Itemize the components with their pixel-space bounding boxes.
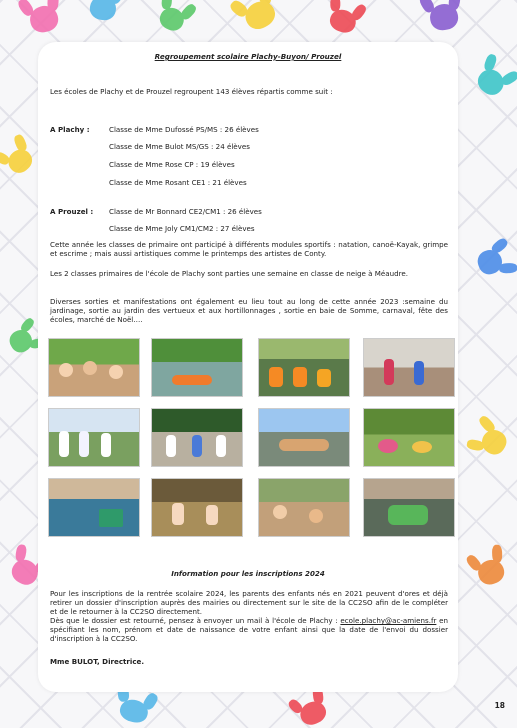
handprint-decoration	[428, 2, 460, 32]
page-number: 18	[494, 701, 505, 710]
prouzel-label: A Prouzel :	[50, 207, 94, 216]
photo-classroom-map	[363, 478, 455, 537]
photo-crafts	[48, 478, 140, 537]
class-line: Classe de Mr Bonnard CE2/CM1 : 26 élèves	[109, 207, 262, 216]
info-text-part-2: Dès que le dossier est retourné, pensez à envoyer un mail à l'école de Plachy :	[50, 616, 341, 625]
photo-picnic	[363, 408, 455, 467]
class-line: Classe de Mme Dufossé PS/MS : 26 élèves	[109, 125, 259, 134]
info-text-part-1: Pour les inscriptions de la rentrée scolaire 2024, les parents des enfants nés en 2021 peuvent d'ores et déjà retirer un dossier d'inscription auprès des mairies ou directement sur le site de la CC2SO afin de le compléter et de le retourner à la CC2SO directement.	[50, 589, 448, 616]
plachy-label: A Plachy :	[50, 125, 90, 134]
handprint-decoration	[475, 556, 508, 587]
handprint-decoration	[327, 6, 359, 36]
school-email-link[interactable]: ecole.plachy@ac-amiens.fr	[340, 616, 437, 625]
handprint-decoration	[297, 698, 330, 728]
handprint-decoration	[156, 4, 187, 34]
class-line: Classe de Mme Bulot MS/GS : 24 élèves	[109, 142, 250, 151]
outings-paragraph: Diverses sorties et manifestations ont également eu lieu tout au long de cette année 2023 :semaine du jardinage, sortie au jardin des vertueux et aux hortillonnages , sortie en baie de Somme, carnaval, fête des écoles, marché de Noël….	[50, 297, 448, 324]
class-line: Classe de Mme Rosant CE1 : 21 élèves	[109, 178, 247, 187]
info-text	[50, 589, 448, 643]
photo-canoe	[151, 338, 243, 397]
photo-children-group	[48, 338, 140, 397]
photo-gym	[363, 338, 455, 397]
intro-text: Les écoles de Plachy et de Prouzel regroupent 143 élèves répartis comme suit :	[50, 87, 333, 96]
photo-performance	[151, 408, 243, 467]
activities-paragraph: Cette année les classes de primaire ont participé à différents modules sportifs : natation, canoë-Kayak, grimpe et escrime ; mais aussi artistiques comme le printemps des artistes de Conty.	[50, 240, 448, 258]
snow-class-paragraph: Les 2 classes primaires de l'école de Plachy sont parties une semaine en classe de neige à Méaudre.	[50, 269, 408, 278]
handprint-decoration	[475, 247, 506, 278]
class-line: Classe de Mme Rose CP : 19 élèves	[109, 160, 235, 169]
handprint-decoration	[241, 0, 280, 34]
photo-costumes	[48, 408, 140, 467]
page-title: Regroupement scolaire Plachy-Buyon/ Prouzel	[154, 52, 342, 61]
info-text-part-3: en spécifiant les nom, prénom et date de naissance de votre enfant ainsi que la date de l'envoi du dossier d'inscription à la CC2SO.	[50, 616, 448, 643]
photo-garden	[151, 478, 243, 537]
handprint-decoration	[4, 145, 37, 177]
content-card	[38, 42, 458, 692]
photo-painting	[258, 478, 350, 537]
handprint-decoration	[118, 697, 151, 725]
photo-school-party	[258, 408, 350, 467]
handprint-decoration	[473, 64, 508, 99]
handprint-decoration	[6, 326, 36, 356]
handprint-decoration	[88, 0, 118, 22]
signature: Mme BULOT, Directrice.	[50, 657, 145, 666]
handprint-decoration	[478, 426, 511, 459]
info-title: Information pour les inscriptions 2024	[171, 569, 325, 578]
photo-life-jackets	[258, 338, 350, 397]
class-line: Classe de Mme Joly CM1/CM2 : 27 élèves	[109, 224, 255, 233]
handprint-decoration	[27, 3, 61, 35]
